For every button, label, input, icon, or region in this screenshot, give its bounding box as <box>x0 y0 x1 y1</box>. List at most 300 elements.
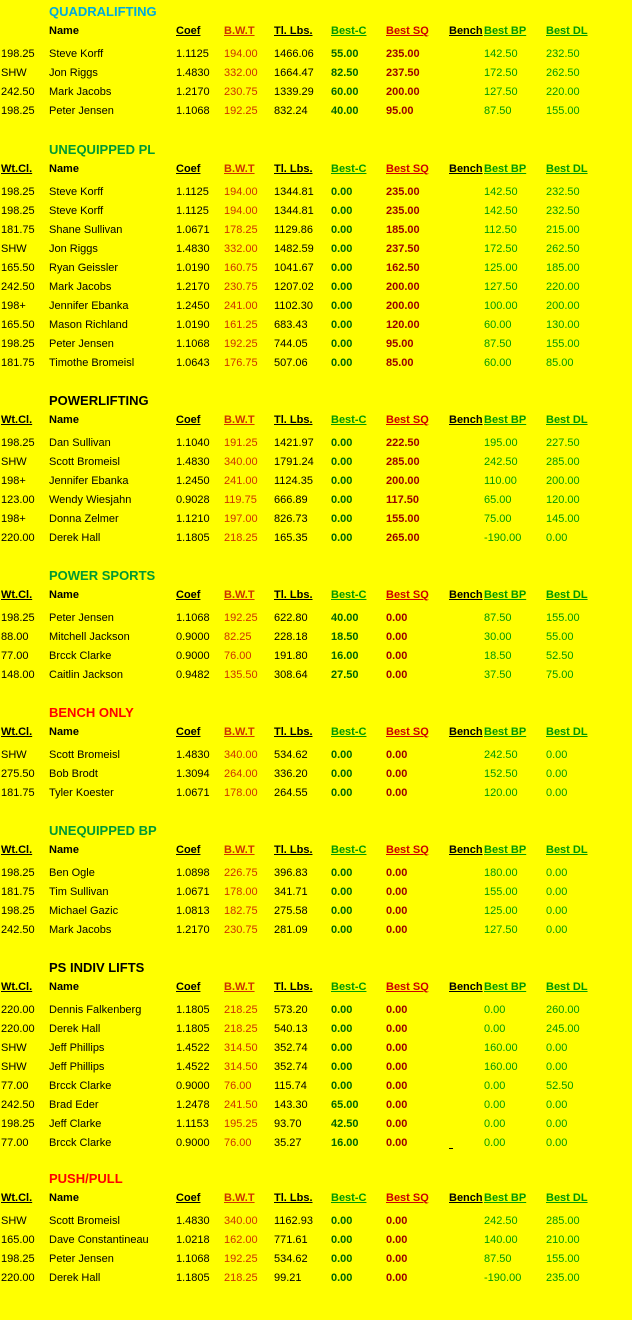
cell-best-deadlift: 0.00 <box>546 924 568 936</box>
cell-coef: 1.0671 <box>176 224 210 236</box>
cell-coef: 1.2478 <box>176 1099 210 1111</box>
cell-best-deadlift: 0.00 <box>546 1061 568 1073</box>
table-row <box>0 243 632 257</box>
cell-best-c: 0.00 <box>331 243 353 255</box>
cell-best-c: 0.00 <box>331 886 353 898</box>
header-row <box>0 25 632 39</box>
cell-best-squat: 0.00 <box>386 1099 408 1111</box>
table-row <box>0 300 632 314</box>
header-weight-class: Wt.Cl. <box>1 589 33 601</box>
cell-weight-class: 123.00 <box>1 494 35 506</box>
table-row <box>0 1099 632 1113</box>
header-bench: Bench <box>449 163 483 175</box>
cell-name: Peter Jensen <box>49 338 114 350</box>
cell-best-squat: 117.50 <box>386 494 420 506</box>
cell-best-c: 27.50 <box>331 669 359 681</box>
section-push-pull <box>0 1171 632 1287</box>
cell-total-lbs: 1421.97 <box>274 437 314 449</box>
cell-best-bench-press: 0.00 <box>484 1137 506 1149</box>
cell-best-squat: 0.00 <box>386 1234 408 1246</box>
cell-coef: 1.1068 <box>176 612 210 624</box>
cell-best-squat: 200.00 <box>386 86 420 98</box>
table-row <box>0 631 632 645</box>
cell-best-deadlift: 120.00 <box>546 494 580 506</box>
cell-coef: 0.9000 <box>176 650 210 662</box>
cell-total-lbs: 1339.29 <box>274 86 314 98</box>
cell-best-bench-press: 127.50 <box>484 924 518 936</box>
cell-body-weight: 192.25 <box>224 612 258 624</box>
cell-best-deadlift: 215.00 <box>546 224 580 236</box>
header-best-bench-press: Best BP <box>484 1192 527 1204</box>
cell-name: Mason Richland <box>49 319 128 331</box>
header-total-lbs: Tl. Lbs. <box>274 981 313 993</box>
cell-body-weight: 119.75 <box>224 494 257 506</box>
header-name: Name <box>49 981 79 993</box>
cell-best-c: 0.00 <box>331 224 353 236</box>
cell-best-deadlift: 130.00 <box>546 319 580 331</box>
cell-best-c: 42.50 <box>331 1118 359 1130</box>
cell-weight-class: 198+ <box>1 513 26 525</box>
header-best-deadlift: Best DL <box>546 844 588 856</box>
cell-weight-class: 220.00 <box>1 1004 35 1016</box>
header-coef: Coef <box>176 414 201 426</box>
stray-mark <box>449 1148 453 1149</box>
cell-name: Mark Jacobs <box>49 924 112 936</box>
table-row <box>0 1215 632 1229</box>
cell-best-squat: 200.00 <box>386 475 420 487</box>
cell-best-c: 0.00 <box>331 787 353 799</box>
cell-best-bench-press: 127.50 <box>484 86 518 98</box>
cell-best-squat: 155.00 <box>386 513 420 525</box>
cell-body-weight: 160.75 <box>224 262 258 274</box>
cell-best-deadlift: 220.00 <box>546 86 580 98</box>
header-total-lbs: Tl. Lbs. <box>274 589 313 601</box>
cell-body-weight: 76.00 <box>224 1137 252 1149</box>
cell-coef: 1.1805 <box>176 532 210 544</box>
cell-best-bench-press: 160.00 <box>484 1061 518 1073</box>
table-row <box>0 1080 632 1094</box>
cell-total-lbs: 534.62 <box>274 749 308 761</box>
cell-best-deadlift: 155.00 <box>546 612 580 624</box>
cell-best-squat: 285.00 <box>386 456 420 468</box>
cell-name: Jeff Phillips <box>49 1042 105 1054</box>
cell-best-squat: 185.00 <box>386 224 420 236</box>
cell-weight-class: 77.00 <box>1 1080 29 1092</box>
cell-name: Shane Sullivan <box>49 224 123 236</box>
section-title: BENCH ONLY <box>49 705 134 720</box>
section-title: UNEQUIPPED PL <box>49 142 156 157</box>
cell-coef: 1.1805 <box>176 1004 210 1016</box>
cell-coef: 1.2170 <box>176 924 210 936</box>
cell-weight-class: 198.25 <box>1 905 35 917</box>
cell-total-lbs: 1482.59 <box>274 243 314 255</box>
cell-body-weight: 230.75 <box>224 281 258 293</box>
header-body-weight: B.W.T <box>224 589 255 601</box>
cell-best-deadlift: 0.00 <box>546 1099 568 1111</box>
cell-name: Derek Hall <box>49 1023 101 1035</box>
cell-best-squat: 0.00 <box>386 631 408 643</box>
cell-total-lbs: 99.21 <box>274 1272 302 1284</box>
cell-name: Peter Jensen <box>49 105 114 117</box>
cell-coef: 1.4830 <box>176 749 210 761</box>
cell-best-deadlift: 0.00 <box>546 787 568 799</box>
cell-best-squat: 85.00 <box>386 357 414 369</box>
cell-name: Brcck Clarke <box>49 1137 112 1149</box>
cell-best-deadlift: 0.00 <box>546 1118 568 1130</box>
cell-best-bench-press: -190.00 <box>484 1272 522 1284</box>
table-row <box>0 1023 632 1037</box>
cell-weight-class: 242.50 <box>1 1099 35 1111</box>
table-row <box>0 456 632 470</box>
cell-best-bench-press: 60.00 <box>484 357 512 369</box>
cell-best-c: 0.00 <box>331 205 353 217</box>
header-best-c: Best-C <box>331 981 367 993</box>
table-row <box>0 338 632 352</box>
cell-body-weight: 218.25 <box>224 1023 258 1035</box>
cell-weight-class: 242.50 <box>1 924 35 936</box>
cell-best-squat: 162.50 <box>386 262 420 274</box>
cell-coef: 0.9482 <box>176 669 210 681</box>
cell-best-squat: 237.50 <box>386 243 420 255</box>
section-powerlifting <box>0 393 632 547</box>
header-best-deadlift: Best DL <box>546 163 588 175</box>
cell-body-weight: 218.25 <box>224 1004 258 1016</box>
cell-body-weight: 314.50 <box>224 1042 258 1054</box>
cell-coef: 1.0190 <box>176 262 210 274</box>
header-best-c: Best-C <box>331 589 367 601</box>
cell-body-weight: 264.00 <box>224 768 258 780</box>
cell-coef: 1.0671 <box>176 886 210 898</box>
cell-total-lbs: 573.20 <box>274 1004 308 1016</box>
header-row <box>0 589 632 603</box>
header-weight-class: Wt.Cl. <box>1 981 33 993</box>
cell-best-bench-press: -190.00 <box>484 532 522 544</box>
cell-best-bench-press: 87.50 <box>484 105 512 117</box>
cell-best-bench-press: 87.50 <box>484 1253 512 1265</box>
header-best-c: Best-C <box>331 163 367 175</box>
section-title: PUSH/PULL <box>49 1171 123 1186</box>
table-row <box>0 768 632 782</box>
cell-coef: 1.1040 <box>176 437 210 449</box>
cell-best-deadlift: 145.00 <box>546 513 580 525</box>
cell-weight-class: 198.25 <box>1 205 35 217</box>
cell-best-squat: 0.00 <box>386 905 408 917</box>
header-row <box>0 163 632 177</box>
cell-best-bench-press: 172.50 <box>484 243 518 255</box>
header-best-bench-press: Best BP <box>484 589 527 601</box>
cell-best-deadlift: 0.00 <box>546 768 568 780</box>
table-row <box>0 1004 632 1018</box>
cell-coef: 1.2170 <box>176 86 210 98</box>
cell-best-deadlift: 285.00 <box>546 1215 580 1227</box>
cell-best-c: 0.00 <box>331 338 353 350</box>
cell-total-lbs: 666.89 <box>274 494 308 506</box>
cell-best-c: 0.00 <box>331 475 353 487</box>
cell-weight-class: SHW <box>1 67 27 79</box>
header-total-lbs: Tl. Lbs. <box>274 163 313 175</box>
cell-weight-class: 148.00 <box>1 669 35 681</box>
header-row <box>0 414 632 428</box>
table-row <box>0 86 632 100</box>
cell-best-bench-press: 142.50 <box>484 186 518 198</box>
table-row <box>0 224 632 238</box>
cell-total-lbs: 832.24 <box>274 105 308 117</box>
cell-best-c: 0.00 <box>331 1042 353 1054</box>
cell-coef: 1.3094 <box>176 768 210 780</box>
cell-best-deadlift: 262.50 <box>546 67 580 79</box>
cell-best-c: 55.00 <box>331 48 359 60</box>
header-coef: Coef <box>176 1192 201 1204</box>
cell-total-lbs: 115.74 <box>274 1080 307 1092</box>
cell-best-c: 0.00 <box>331 867 353 879</box>
cell-best-c: 60.00 <box>331 86 359 98</box>
cell-coef: 1.0218 <box>176 1234 210 1246</box>
cell-best-c: 0.00 <box>331 532 353 544</box>
cell-body-weight: 340.00 <box>224 456 258 468</box>
cell-total-lbs: 341.71 <box>274 886 308 898</box>
cell-best-squat: 0.00 <box>386 1137 408 1149</box>
cell-best-bench-press: 18.50 <box>484 650 512 662</box>
cell-best-bench-press: 0.00 <box>484 1004 506 1016</box>
cell-weight-class: 198.25 <box>1 612 35 624</box>
table-row <box>0 612 632 626</box>
cell-best-bench-press: 87.50 <box>484 612 512 624</box>
cell-best-deadlift: 232.50 <box>546 186 580 198</box>
cell-best-deadlift: 155.00 <box>546 105 580 117</box>
section-ps-indiv-lifts <box>0 960 632 1152</box>
cell-best-deadlift: 185.00 <box>546 262 580 274</box>
cell-weight-class: 242.50 <box>1 86 35 98</box>
header-row <box>0 1192 632 1206</box>
cell-total-lbs: 622.80 <box>274 612 308 624</box>
cell-coef: 1.4522 <box>176 1042 210 1054</box>
cell-best-c: 82.50 <box>331 67 359 79</box>
cell-total-lbs: 683.43 <box>274 319 308 331</box>
cell-best-deadlift: 285.00 <box>546 456 580 468</box>
cell-best-deadlift: 232.50 <box>546 48 580 60</box>
cell-best-squat: 235.00 <box>386 186 420 198</box>
table-row <box>0 437 632 451</box>
cell-name: Tyler Koester <box>49 787 114 799</box>
cell-best-c: 65.00 <box>331 1099 359 1111</box>
header-name: Name <box>49 726 79 738</box>
cell-coef: 1.2450 <box>176 300 210 312</box>
cell-name: Jon Riggs <box>49 67 98 79</box>
header-best-bench-press: Best BP <box>484 981 527 993</box>
table-row <box>0 1042 632 1056</box>
cell-name: Brcck Clarke <box>49 1080 112 1092</box>
cell-total-lbs: 93.70 <box>274 1118 302 1130</box>
cell-best-bench-press: 0.00 <box>484 1023 506 1035</box>
cell-coef: 1.2450 <box>176 475 210 487</box>
header-coef: Coef <box>176 589 201 601</box>
cell-name: Donna Zelmer <box>49 513 119 525</box>
cell-best-squat: 237.50 <box>386 67 420 79</box>
cell-total-lbs: 1102.30 <box>274 300 313 312</box>
section-title: UNEQUIPPED BP <box>49 823 157 838</box>
cell-best-c: 0.00 <box>331 300 353 312</box>
cell-total-lbs: 1791.24 <box>274 456 314 468</box>
header-best-bench-press: Best BP <box>484 726 527 738</box>
cell-coef: 1.1125 <box>176 186 209 198</box>
cell-weight-class: 220.00 <box>1 532 35 544</box>
cell-name: Steve Korff <box>49 48 104 60</box>
cell-best-bench-press: 160.00 <box>484 1042 518 1054</box>
cell-body-weight: 218.25 <box>224 1272 258 1284</box>
cell-weight-class: 77.00 <box>1 1137 29 1149</box>
table-row <box>0 281 632 295</box>
cell-best-bench-press: 127.50 <box>484 281 518 293</box>
cell-best-squat: 222.50 <box>386 437 420 449</box>
cell-best-c: 16.00 <box>331 1137 359 1149</box>
cell-total-lbs: 228.18 <box>274 631 308 643</box>
cell-total-lbs: 264.55 <box>274 787 308 799</box>
cell-name: Scott Bromeisl <box>49 456 120 468</box>
section-title: POWER SPORTS <box>49 568 156 583</box>
cell-name: Dennis Falkenberg <box>49 1004 142 1016</box>
cell-best-deadlift: 220.00 <box>546 281 580 293</box>
cell-weight-class: 275.50 <box>1 768 35 780</box>
cell-name: Brcck Clarke <box>49 650 112 662</box>
cell-body-weight: 340.00 <box>224 749 258 761</box>
cell-weight-class: 181.75 <box>1 787 35 799</box>
cell-coef: 1.1153 <box>176 1118 209 1130</box>
header-best-squat: Best SQ <box>386 844 429 856</box>
cell-best-bench-press: 110.00 <box>484 475 517 487</box>
cell-best-squat: 0.00 <box>386 650 408 662</box>
table-row <box>0 48 632 62</box>
section-unequipped-pl <box>0 142 632 372</box>
section-title: POWERLIFTING <box>49 393 149 408</box>
header-bench: Bench <box>449 844 483 856</box>
cell-best-c: 0.00 <box>331 768 353 780</box>
cell-best-deadlift: 0.00 <box>546 867 568 879</box>
header-total-lbs: Tl. Lbs. <box>274 25 313 37</box>
cell-total-lbs: 143.30 <box>274 1099 308 1111</box>
cell-total-lbs: 396.83 <box>274 867 308 879</box>
cell-body-weight: 192.25 <box>224 105 258 117</box>
cell-best-deadlift: 260.00 <box>546 1004 580 1016</box>
header-weight-class: Wt.Cl. <box>1 726 33 738</box>
header-best-c: Best-C <box>331 414 367 426</box>
cell-best-deadlift: 200.00 <box>546 475 580 487</box>
cell-best-squat: 200.00 <box>386 300 420 312</box>
cell-best-c: 0.00 <box>331 1253 353 1265</box>
cell-best-c: 0.00 <box>331 437 353 449</box>
cell-best-deadlift: 235.00 <box>546 1272 580 1284</box>
header-best-squat: Best SQ <box>386 726 429 738</box>
cell-best-squat: 265.00 <box>386 532 420 544</box>
header-name: Name <box>49 414 79 426</box>
header-body-weight: B.W.T <box>224 25 255 37</box>
cell-weight-class: 198.25 <box>1 867 35 879</box>
cell-best-c: 0.00 <box>331 319 353 331</box>
cell-best-c: 0.00 <box>331 281 353 293</box>
cell-weight-class: SHW <box>1 749 27 761</box>
table-row <box>0 357 632 371</box>
cell-best-deadlift: 210.00 <box>546 1234 580 1246</box>
cell-best-squat: 95.00 <box>386 338 414 350</box>
cell-body-weight: 226.75 <box>224 867 258 879</box>
header-name: Name <box>49 25 79 37</box>
cell-body-weight: 178.00 <box>224 787 258 799</box>
header-best-deadlift: Best DL <box>546 589 588 601</box>
cell-best-c: 0.00 <box>331 494 353 506</box>
cell-best-deadlift: 55.00 <box>546 631 574 643</box>
cell-coef: 1.4830 <box>176 1215 210 1227</box>
cell-weight-class: 220.00 <box>1 1272 35 1284</box>
header-best-bench-press: Best BP <box>484 25 527 37</box>
cell-name: Scott Bromeisl <box>49 749 120 761</box>
header-total-lbs: Tl. Lbs. <box>274 414 313 426</box>
cell-best-squat: 0.00 <box>386 924 408 936</box>
cell-total-lbs: 1162.93 <box>274 1215 313 1227</box>
cell-best-bench-press: 195.00 <box>484 437 518 449</box>
cell-coef: 1.1210 <box>176 513 210 525</box>
cell-name: Caitlin Jackson <box>49 669 123 681</box>
header-bench: Bench <box>449 25 483 37</box>
header-row <box>0 844 632 858</box>
cell-weight-class: 198.25 <box>1 1118 35 1130</box>
cell-best-bench-press: 65.00 <box>484 494 512 506</box>
cell-best-deadlift: 85.00 <box>546 357 574 369</box>
cell-total-lbs: 191.80 <box>274 650 308 662</box>
cell-best-c: 40.00 <box>331 105 359 117</box>
table-row <box>0 513 632 527</box>
cell-best-squat: 0.00 <box>386 787 408 799</box>
cell-total-lbs: 1129.86 <box>274 224 313 236</box>
cell-best-deadlift: 0.00 <box>546 905 568 917</box>
cell-best-bench-press: 172.50 <box>484 67 518 79</box>
cell-total-lbs: 165.35 <box>274 532 308 544</box>
table-row <box>0 867 632 881</box>
header-bench: Bench <box>449 414 483 426</box>
header-best-bench-press: Best BP <box>484 414 527 426</box>
cell-weight-class: SHW <box>1 1042 27 1054</box>
table-row <box>0 749 632 763</box>
cell-name: Dave Constantineau <box>49 1234 149 1246</box>
header-best-bench-press: Best BP <box>484 163 527 175</box>
header-bench: Bench <box>449 726 483 738</box>
cell-best-squat: 235.00 <box>386 205 420 217</box>
header-best-deadlift: Best DL <box>546 25 588 37</box>
cell-best-squat: 0.00 <box>386 1080 408 1092</box>
cell-best-squat: 0.00 <box>386 1272 408 1284</box>
cell-best-c: 0.00 <box>331 1234 353 1246</box>
cell-weight-class: 198.25 <box>1 48 35 60</box>
cell-best-deadlift: 52.50 <box>546 1080 574 1092</box>
cell-weight-class: 165.50 <box>1 319 35 331</box>
cell-best-c: 0.00 <box>331 186 353 198</box>
header-coef: Coef <box>176 981 201 993</box>
table-row <box>0 1137 632 1151</box>
cell-coef: 1.0813 <box>176 905 210 917</box>
header-total-lbs: Tl. Lbs. <box>274 1192 313 1204</box>
cell-coef: 1.0671 <box>176 787 210 799</box>
cell-best-bench-press: 242.50 <box>484 749 518 761</box>
cell-total-lbs: 534.62 <box>274 1253 308 1265</box>
header-best-deadlift: Best DL <box>546 726 588 738</box>
cell-coef: 1.0898 <box>176 867 210 879</box>
cell-coef: 0.9000 <box>176 1137 210 1149</box>
cell-best-c: 0.00 <box>331 1272 353 1284</box>
cell-best-bench-press: 0.00 <box>484 1118 506 1130</box>
cell-body-weight: 218.25 <box>224 532 258 544</box>
header-coef: Coef <box>176 844 201 856</box>
cell-best-c: 0.00 <box>331 1061 353 1073</box>
header-best-c: Best-C <box>331 1192 367 1204</box>
cell-body-weight: 241.00 <box>224 475 258 487</box>
